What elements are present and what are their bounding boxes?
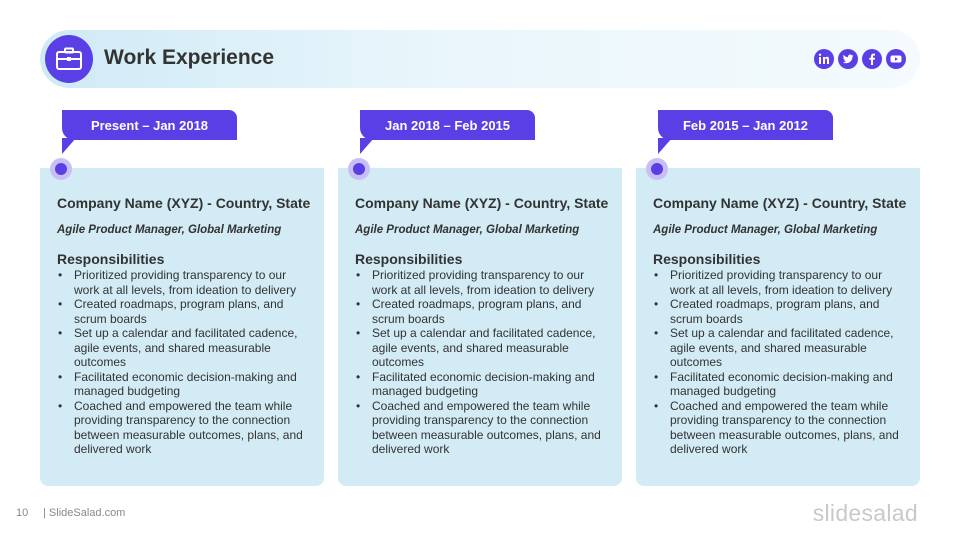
footer-site-link[interactable]: | SlideSalad.com: [43, 507, 126, 519]
responsibility-item: • Created roadmaps, program plans, and scrum boards: [653, 297, 908, 326]
briefcase-icon: [45, 35, 93, 83]
page-title: Work Experience: [104, 46, 275, 69]
page-number: 10: [16, 507, 29, 519]
job-role: Agile Product Manager, Global Marketing: [355, 224, 580, 236]
responsibility-item: • Prioritized providing transparency to our work at all levels, from ideation to delivery: [355, 268, 610, 297]
header-bar: [40, 30, 920, 88]
responsibilities-list: [355, 268, 610, 457]
company-name: Company Name (XYZ) - Country, State: [57, 195, 311, 211]
responsibilities-heading: Responsibilities: [57, 251, 165, 267]
responsibility-item: • Facilitated economic decision-making and managed budgeting: [355, 370, 610, 399]
social-links: [814, 49, 906, 69]
experience-column: [636, 110, 920, 486]
linkedin-icon[interactable]: [814, 49, 834, 69]
youtube-icon[interactable]: [886, 49, 906, 69]
responsibility-item: • Coached and empowered the team while providing transparency to the connection between measurable outcomes, plans, and delivered work: [57, 399, 312, 457]
tag-pointer: [62, 138, 76, 154]
timeline-dot: [348, 158, 370, 180]
responsibility-item: • Set up a calendar and facilitated cadence, agile events, and shared measurable outcomes: [57, 326, 312, 370]
twitter-icon[interactable]: [838, 49, 858, 69]
company-name: Company Name (XYZ) - Country, State: [355, 195, 609, 211]
job-role: Agile Product Manager, Global Marketing: [57, 224, 282, 236]
responsibility-item: • Coached and empowered the team while providing transparency to the connection between measurable outcomes, plans, and delivered work: [355, 399, 610, 457]
facebook-icon[interactable]: [862, 49, 882, 69]
responsibility-item: • Created roadmaps, program plans, and scrum boards: [355, 297, 610, 326]
tag-pointer: [360, 138, 374, 154]
experience-card: [636, 168, 920, 486]
responsibilities-list: [653, 268, 908, 457]
timeline-dot: [50, 158, 72, 180]
experience-column: [40, 110, 324, 486]
responsibility-item: • Prioritized providing transparency to our work at all levels, from ideation to delivery: [57, 268, 312, 297]
date-range-tag: Jan 2018 – Feb 2015: [360, 110, 535, 140]
responsibility-item: • Created roadmaps, program plans, and scrum boards: [57, 297, 312, 326]
date-range-tag: Present – Jan 2018: [62, 110, 237, 140]
experience-card: [40, 168, 324, 486]
responsibility-item: • Facilitated economic decision-making and managed budgeting: [57, 370, 312, 399]
experience-column: [338, 110, 622, 486]
tag-pointer: [658, 138, 672, 154]
brand-logo: slidesalad: [812, 500, 918, 526]
experience-card: [338, 168, 622, 486]
timeline-dot: [646, 158, 668, 180]
responsibilities-heading: Responsibilities: [653, 251, 761, 267]
responsibility-item: • Facilitated economic decision-making and managed budgeting: [653, 370, 908, 399]
responsibility-item: • Coached and empowered the team while providing transparency to the connection between measurable outcomes, plans, and delivered work: [653, 399, 908, 457]
responsibility-item: • Set up a calendar and facilitated cadence, agile events, and shared measurable outcomes: [355, 326, 610, 370]
date-range-tag: Feb 2015 – Jan 2012: [658, 110, 833, 140]
responsibility-item: • Prioritized providing transparency to our work at all levels, from ideation to delivery: [653, 268, 908, 297]
responsibilities-heading: Responsibilities: [355, 251, 463, 267]
company-name: Company Name (XYZ) - Country, State: [653, 195, 907, 211]
job-role: Agile Product Manager, Global Marketing: [653, 224, 878, 236]
responsibilities-list: [57, 268, 312, 457]
responsibility-item: • Set up a calendar and facilitated cadence, agile events, and shared measurable outcomes: [653, 326, 908, 370]
